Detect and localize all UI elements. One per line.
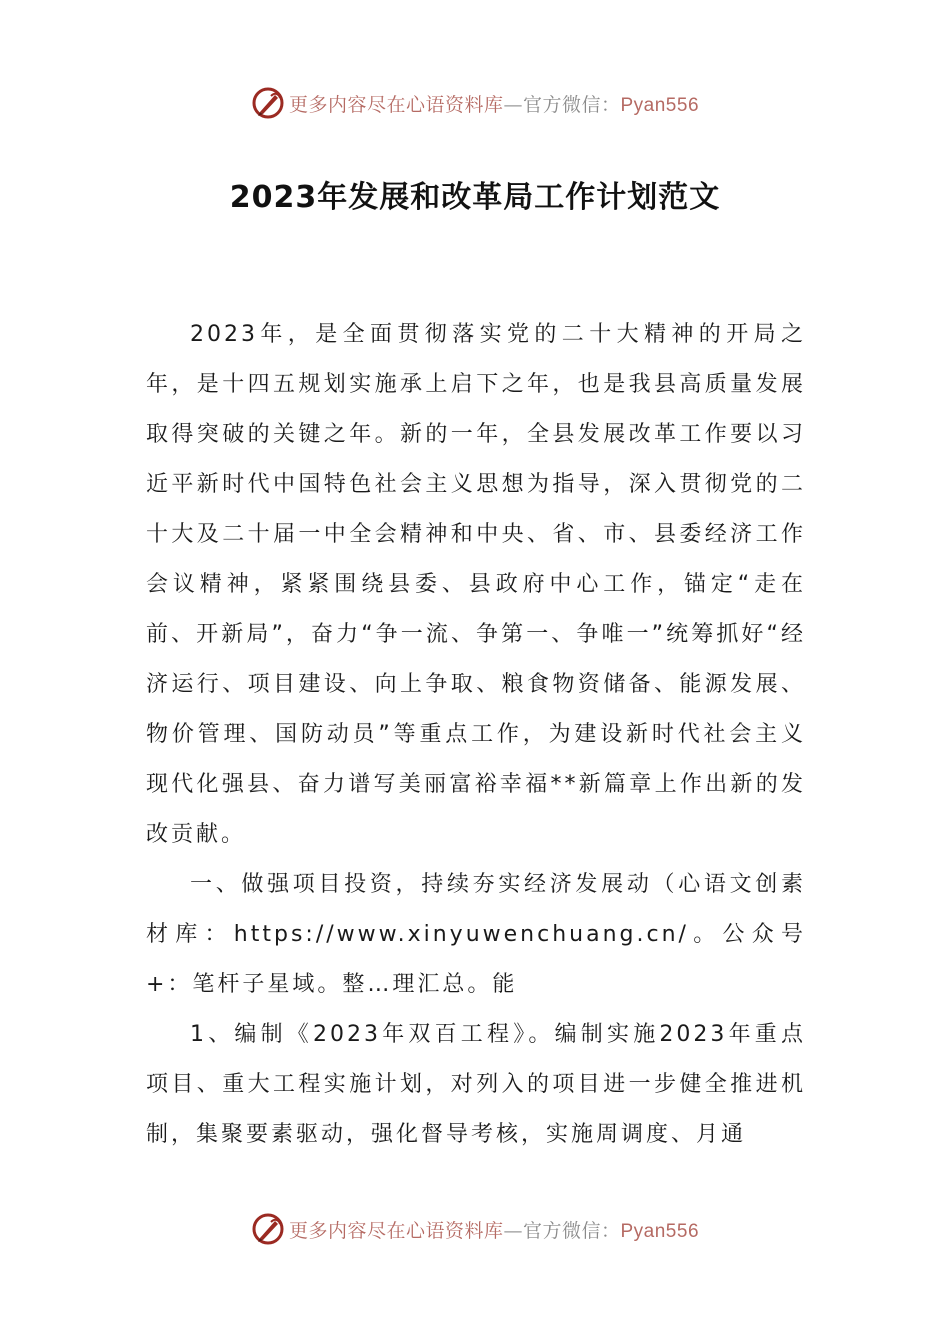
watermark-wechat-id: Pyan556 bbox=[620, 1220, 700, 1242]
header-watermark bbox=[0, 83, 950, 123]
pen-logo-icon bbox=[251, 1212, 285, 1246]
pen-logo-icon bbox=[251, 86, 285, 120]
watermark-brand: 更多内容尽在心语资料库 bbox=[288, 93, 504, 116]
watermark-brand: 更多内容尽在心语资料库 bbox=[288, 1219, 504, 1242]
watermark-separator: — bbox=[503, 93, 523, 116]
watermark-separator: — bbox=[503, 1219, 523, 1242]
watermark-label: 官方微信： bbox=[522, 93, 621, 116]
document-title: 2023年发展和改革局工作计划范文 bbox=[229, 180, 721, 215]
watermark-text bbox=[289, 1216, 699, 1243]
footer-watermark bbox=[0, 1209, 950, 1249]
paragraph-item-1: 1、编制《2023年双百工程》。编制实施2023年重点项目、重大工程实施计划，对列入的项目进一步健全推进机制，集聚要素驱动，强化督导考核，实施周调度、月通 bbox=[146, 1022, 806, 1147]
watermark-text bbox=[289, 90, 699, 117]
paragraph-intro: 2023年，是全面贯彻落实党的二十大精神的开局之年，是十四五规划实施承上启下之年，也是我县高质量发展取得突破的关键之年。新的一年，全县发展改革工作要以习近平新时代中国特色社会主义思想为指导，深入贯彻党的二十大及二十届一中全会精神和中央、省、市、县委经济工作会议精神，紧紧围绕县委、县政府中心工作，锚定“走在前、开新局”，奋力“争一流、争第一、争唯一”统筹抓好“经济运行、项目建设、向上争取、粮食物资储备、能源发展、物价管理、国防动员”等重点工作，为建设新时代社会主义现代化强县、奋力谱写美丽富裕幸福**新篇章上作出新的发改贡献。 bbox=[146, 322, 806, 847]
paragraph-section-heading: 一、做强项目投资，持续夯实经济发展动（心语文创素材库：https://www.xinyuwenchuang.cn/。公众号+：笔杆子星域。整…理汇总。能 bbox=[146, 872, 806, 997]
watermark-wechat-id: Pyan556 bbox=[620, 94, 700, 116]
watermark-label: 官方微信： bbox=[522, 1219, 621, 1242]
document-body bbox=[146, 310, 806, 1160]
